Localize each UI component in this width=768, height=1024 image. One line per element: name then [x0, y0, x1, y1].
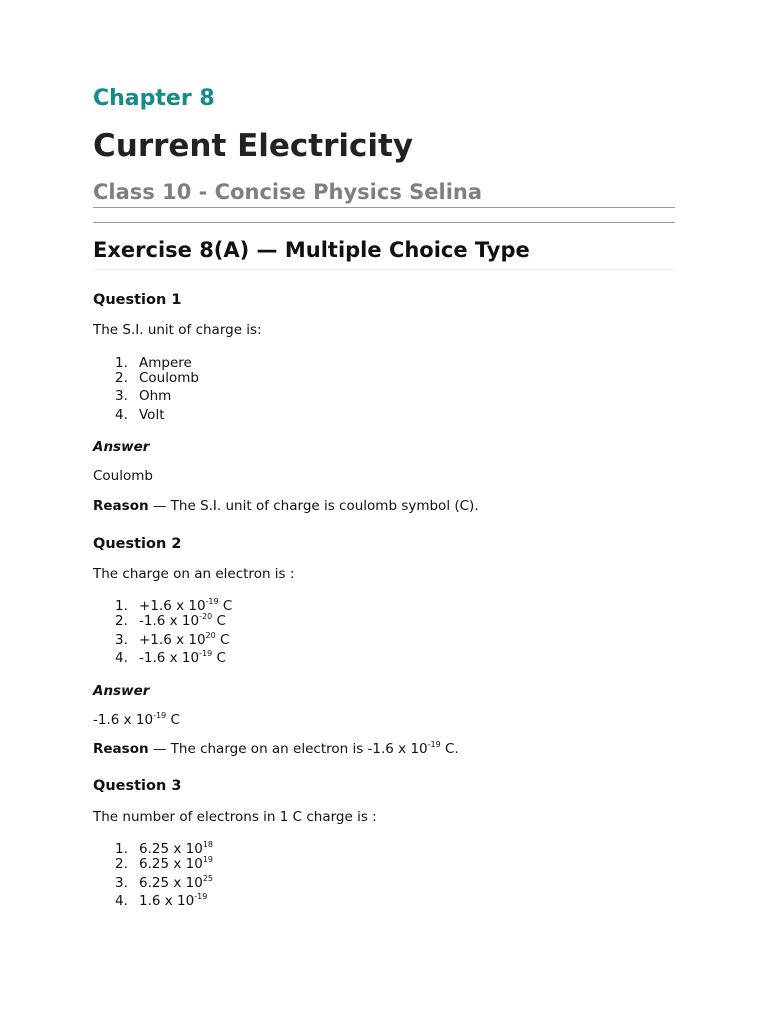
divider [93, 269, 675, 270]
option-number: 4. [115, 407, 128, 423]
question-text: The number of electrons in 1 C charge is : [93, 809, 377, 825]
question-text: The charge on an electron is : [93, 566, 295, 582]
question-heading: Question 1 [93, 292, 182, 308]
option-number: 2. [115, 613, 128, 629]
option-text: 1.6 x $10^{-19}$ [139, 892, 208, 909]
question-heading: Question 2 [93, 536, 182, 552]
option-text: -1.6 x $10^{-19}$ C [139, 649, 226, 666]
option-text: +1.6 x $10^{20}$ C [139, 631, 230, 648]
chapter-title: Current Electricity [93, 128, 414, 164]
reason-label: Reason [93, 741, 149, 757]
reason-text: Reason — The S.I. unit of charge is coulomb symbol (C). [93, 498, 479, 514]
option-number: 4. [115, 893, 128, 909]
option-text: Ampere [139, 355, 192, 371]
answer-text: -1.6 x $10^{-19}$ C [93, 711, 180, 728]
option-number: 3. [115, 388, 128, 404]
chapter-label: Chapter 8 [93, 86, 215, 111]
option-text: Coulomb [139, 370, 199, 386]
option-text: Volt [139, 407, 165, 423]
divider [93, 222, 675, 223]
reason-text: Reason — The charge on an electron is -1.6 x $10^{-19}$ C. [93, 740, 459, 757]
answer-text: Coulomb [93, 468, 153, 484]
divider [93, 207, 675, 208]
option-number: 3. [115, 875, 128, 891]
option-number: 1. [115, 355, 128, 371]
question-heading: Question 3 [93, 778, 182, 794]
option-text: Ohm [139, 388, 172, 404]
reason-label: Reason [93, 498, 149, 514]
option-text: 6.25 x $10^{25}$ [139, 874, 213, 891]
option-text: +1.6 x $10^{-19}$ C [139, 597, 233, 614]
question-text: The S.I. unit of charge is: [93, 322, 262, 338]
option-text: 6.25 x $10^{18}$ [139, 840, 213, 857]
option-number: 1. [115, 841, 128, 857]
option-number: 2. [115, 370, 128, 386]
book-subtitle: Class 10 - Concise Physics Selina [93, 180, 483, 204]
option-number: 3. [115, 632, 128, 648]
option-number: 1. [115, 598, 128, 614]
option-text: -1.6 x $10^{-20}$ C [139, 612, 226, 629]
option-number: 2. [115, 856, 128, 872]
option-number: 4. [115, 650, 128, 666]
answer-label: Answer [93, 683, 150, 699]
option-text: 6.25 x $10^{19}$ [139, 855, 213, 872]
exercise-heading: Exercise 8(A) — Multiple Choice Type [93, 238, 530, 262]
answer-label: Answer [93, 439, 150, 455]
